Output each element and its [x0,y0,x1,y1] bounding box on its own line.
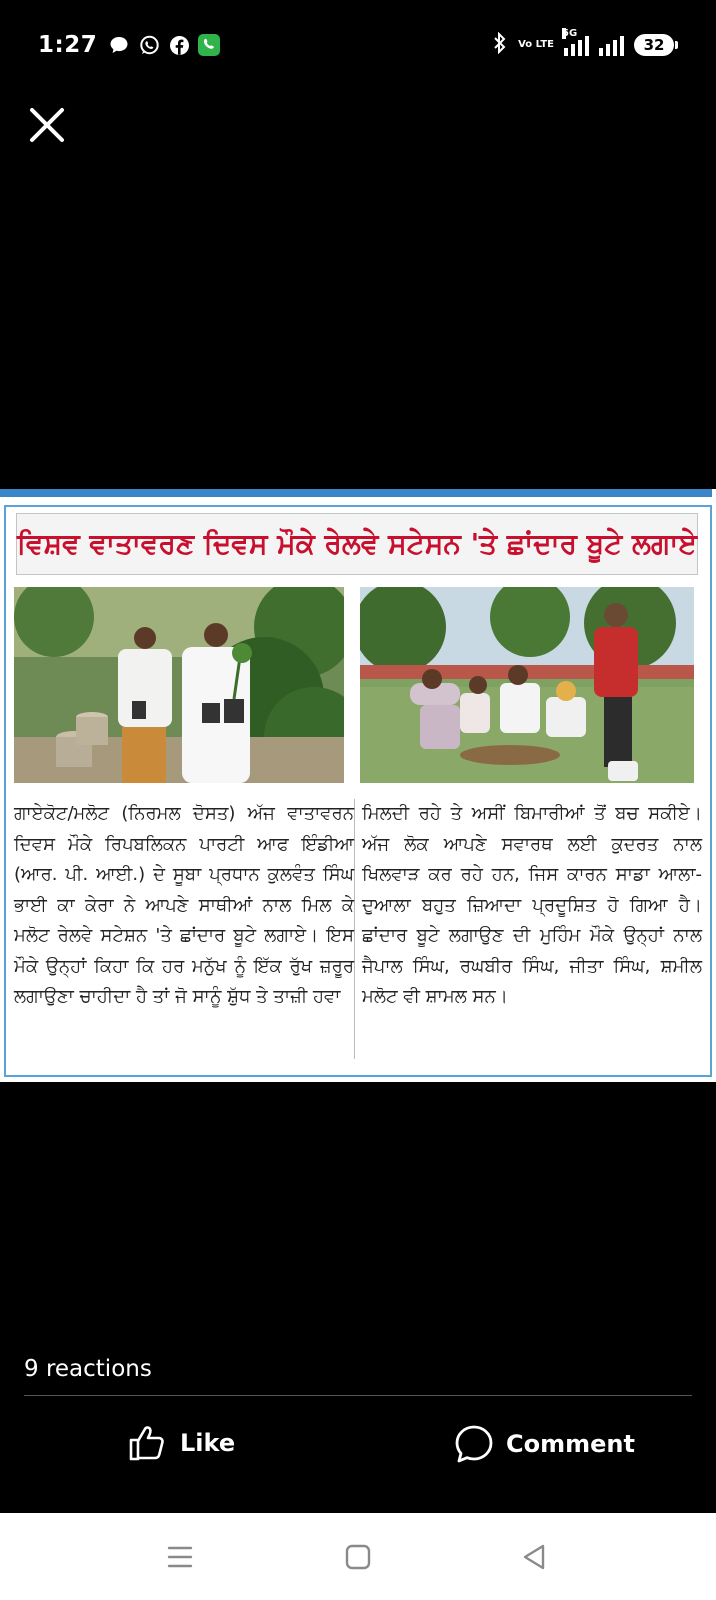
whatsapp-icon [138,34,160,56]
bluetooth-icon [492,32,508,58]
close-icon [26,104,68,146]
like-label: Like [180,1429,236,1457]
system-status-icons [492,28,674,58]
network-type-label: 5G [562,28,578,39]
facebook-icon [168,34,190,56]
reactions-divider [24,1395,692,1396]
comment-icon [454,1424,494,1464]
article-column-left: ਗਾਏਕੋਟ/ਮਲੋਟ (ਨਿਰਮਲ ਦੋਸਤ) ਅੱਜ ਵਾਤਾਵਰਨ ਦਿਵਸ ਮੌਕੇ ਰਿਪਬਲਿਕਨ ਪਾਰਟੀ ਆਫ ਇੰਡੀਆ (ਆਰ. ਪੀ. ਆਈ.) ਦੇ ਸੂਬਾ ਪ੍ਰਧਾਨ ਕੁਲਵੰਤ ਸਿੰਘ ਭਾਈ ਕਾ ਕੇਰਾ ਨੇ ਆਪਣੇ ਸਾਥੀਆਂ ਨਾਲ ਮਿਲ ਕੇ ਮਲੋਟ ਰੇਲਵੇ ਸਟੇਸ਼ਨ 'ਤੇ ਛਾਂਦਾਰ ਬੂਟੇ ਲਗਾਏ। ਇਸ ਮੌਕੇ ਉਨ੍ਹਾਂ ਕਿਹਾ ਕਿ ਹਰ ਮਨੁੱਖ ਨੂੰ ਇੱਕ ਰੁੱਖ ਜ਼ਰੂਰ ਲਗਾਉਣਾ ਚਾਹੀਦਾ ਹੈ ਤਾਂ ਜੋ ਸਾਨੂੰ ਸ਼ੁੱਧ ਤੇ ਤਾਜ਼ੀ ਹਵਾ [14,803,354,1007]
battery-indicator: 32 [634,34,674,56]
like-button[interactable] [128,1424,235,1462]
post-image[interactable] [0,489,716,1082]
article-headline: ਵਿਸ਼ਵ ਵਾਤਾਵਰਣ ਦਿਵਸ ਮੌਕੇ ਰੇਲਵੇ ਸਟੇਸਨ 'ਤੇ ਛਾਂਦਾਰ ਬੂਟੇ ਲਗਾਏ [17,527,697,560]
notification-icons [108,34,220,56]
home-icon [345,1544,371,1570]
recent-apps-button[interactable] [160,1539,200,1575]
home-button[interactable] [338,1539,378,1575]
thumbs-up-icon [128,1424,168,1462]
headline-box [16,513,698,575]
clip-top-border [0,489,712,497]
message-icon [108,34,130,56]
system-navigation-bar [0,1513,716,1600]
back-icon [521,1543,547,1571]
article-column-right: ਮਿਲਦੀ ਰਹੇ ਤੇ ਅਸੀਂ ਬਿਮਾਰੀਆਂ ਤੋਂ ਬਚ ਸਕੀਏ। ਅੱਜ ਲੋਕ ਆਪਣੇ ਸਵਾਰਥ ਲਈ ਕੁਦਰਤ ਨਾਲ ਖਿਲਵਾੜ ਕਰ ਰਹੇ ਹਨ, ਜਿਸ ਕਾਰਨ ਸਾਡਾ ਆਲਾ-ਦੁਆਲਾ ਬਹੁਤ ਜ਼ਿਆਦਾ ਪ੍ਰਦੂਸ਼ਿਤ ਹੋ ਗਿਆ ਹੈ।ਛਾਂਦਾਰ ਬੂਟੇ ਲਗਾਉਣ ਦੀ ਮੁਹਿੰਮ ਮੌਕੇ ਉਨ੍ਹਾਂ ਨਾਲ ਜੈਪਾਲ ਸਿੰਘ, ਰਘਬੀਰ ਸਿੰਘ, ਜੀਤਾ ਸਿੰਘ, ਸ਼ਮੀਲ ਮਲੋਟ ਵੀ ਸ਼ਾਮਲ ਸਨ। [362,803,702,1007]
close-button[interactable] [26,104,68,146]
newspaper-clipping [4,505,712,1077]
signal-strength-sim2 [599,34,624,56]
volte-label: Vo LTE [518,39,554,50]
reactions-count[interactable]: 9 reactions [24,1356,152,1382]
phone-icon [198,34,220,56]
menu-icon [166,1545,194,1569]
comment-label: Comment [506,1430,635,1458]
status-time: 1:27 [38,32,98,58]
column-divider [354,799,355,1059]
signal-strength-sim1 [562,28,589,56]
photo-tree-planting-group [360,587,694,783]
photo-plants-two-men [14,587,344,783]
comment-button[interactable] [454,1424,635,1464]
back-button[interactable] [514,1539,554,1575]
status-bar [0,0,716,92]
